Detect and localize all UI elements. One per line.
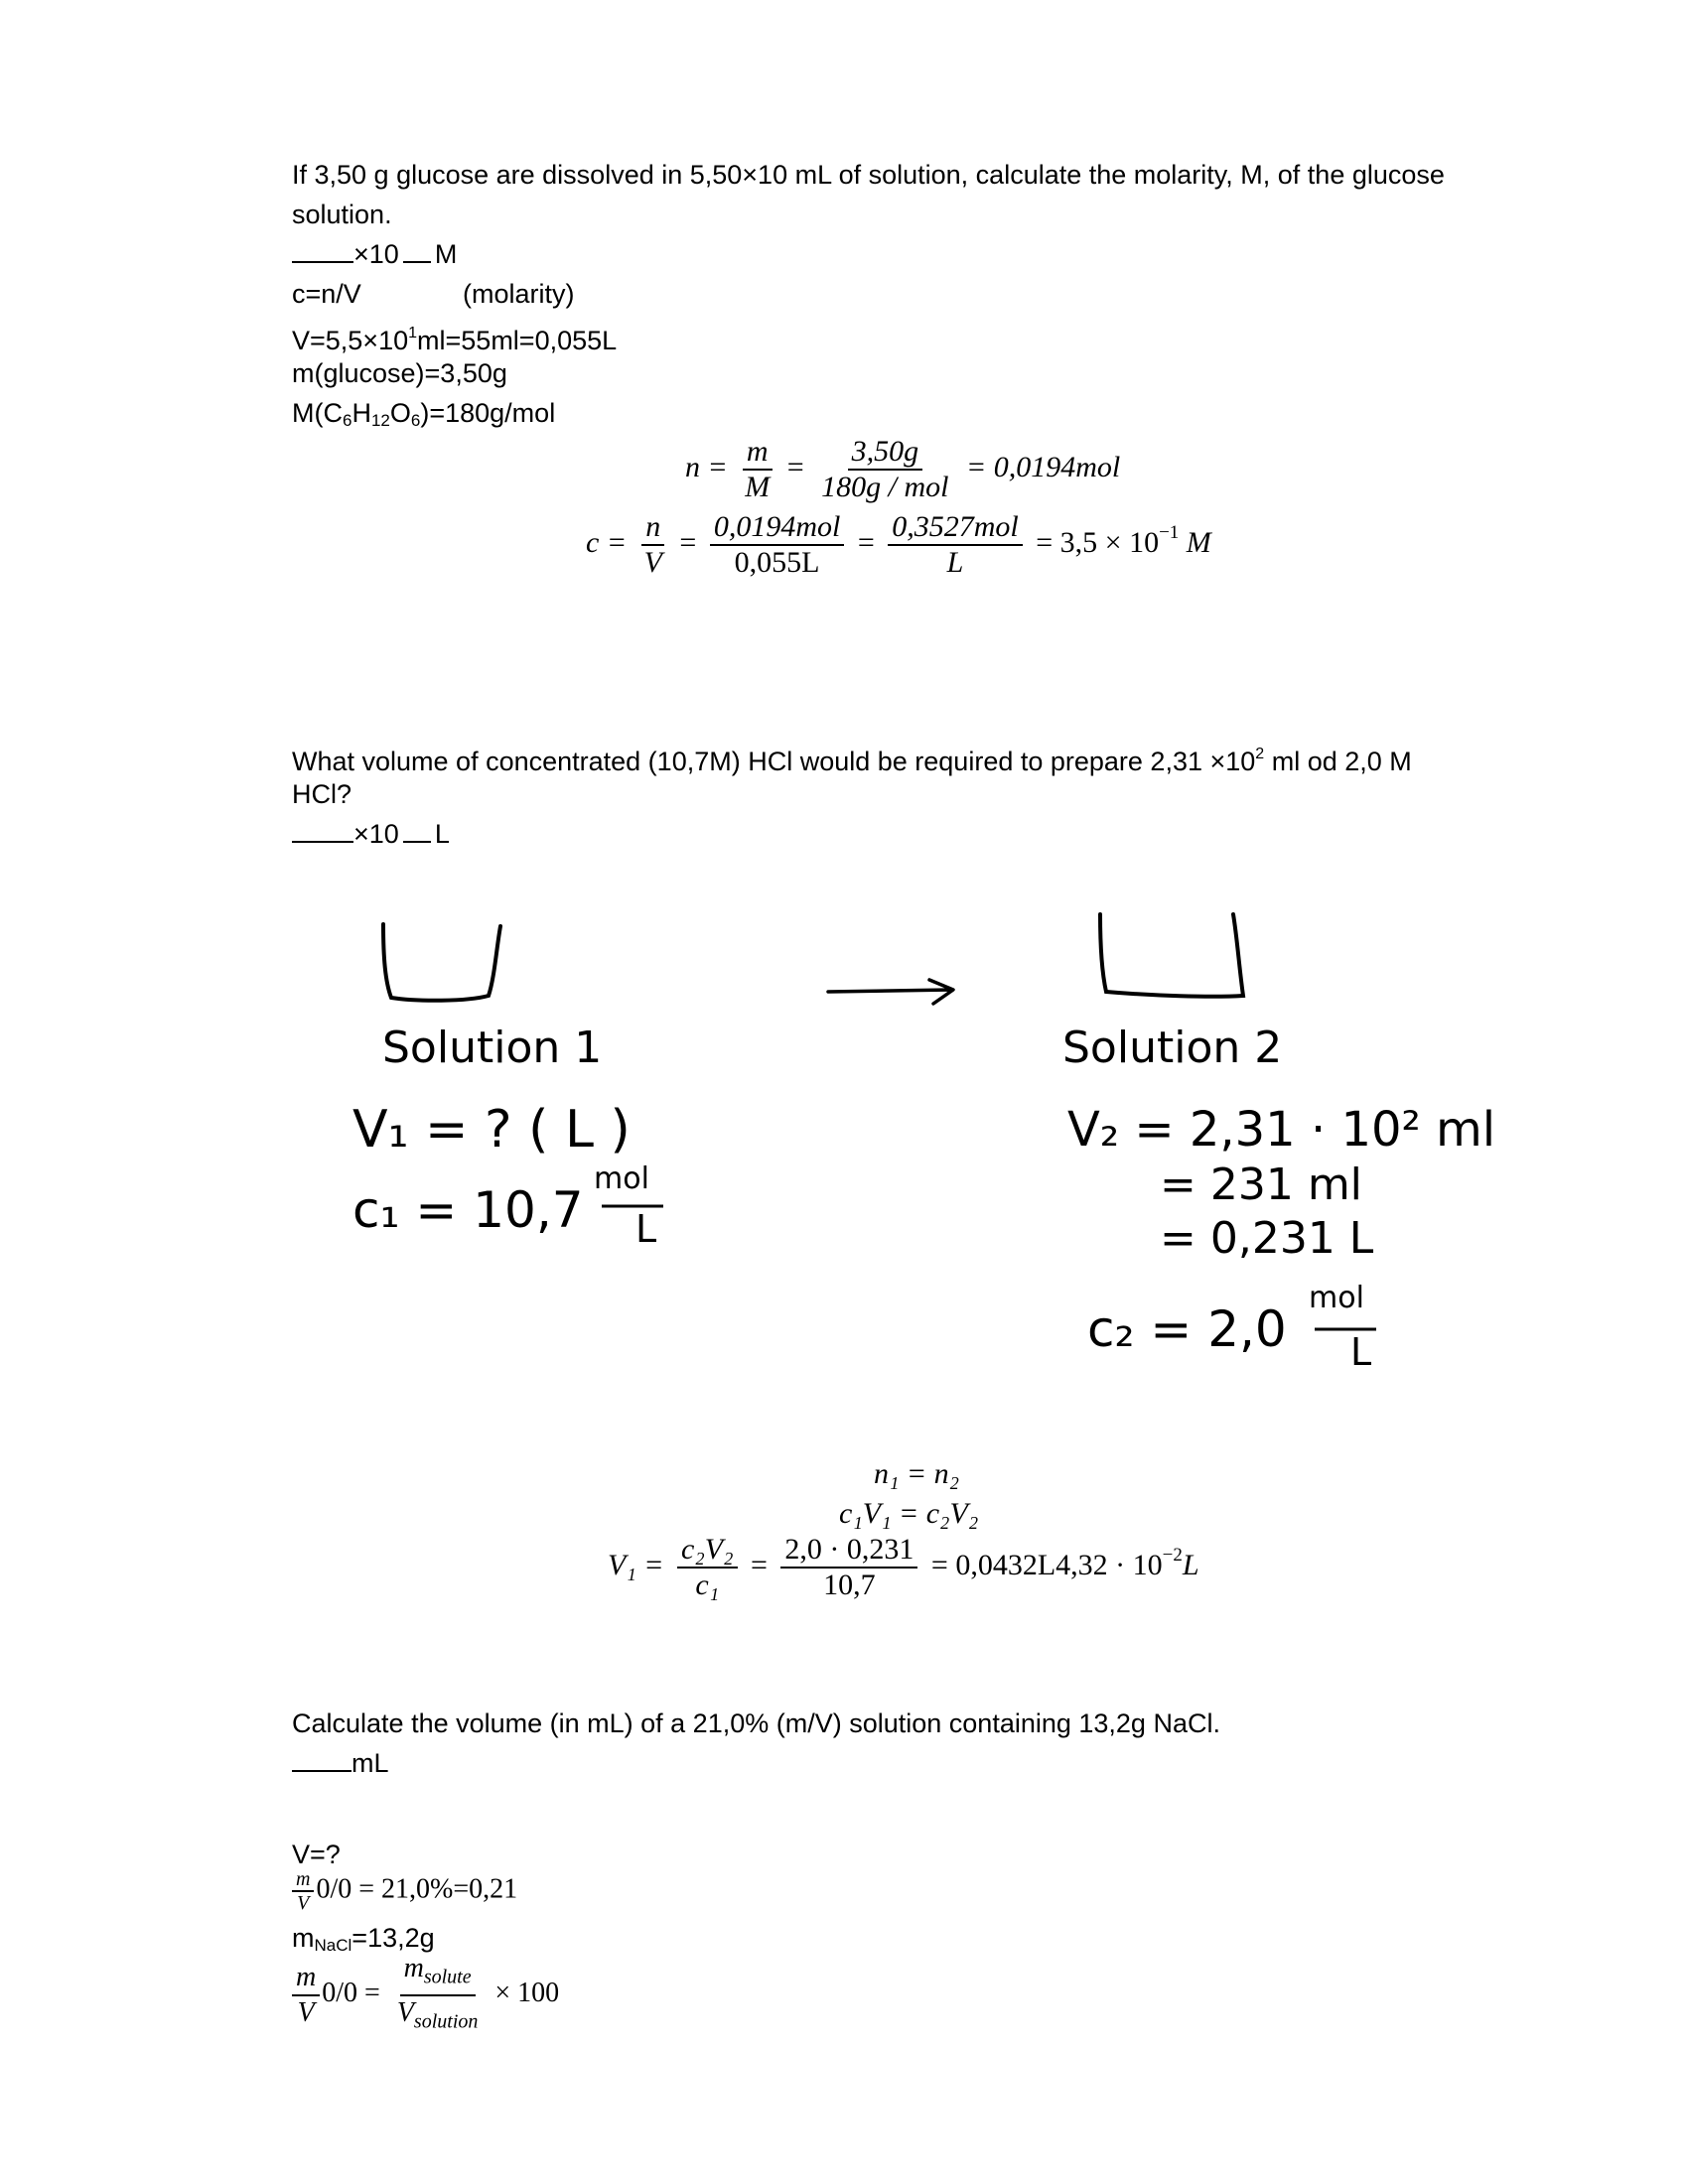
q1-answer-prefix: ×10 [353, 239, 399, 269]
handwritten-c1-unit-num: mol [594, 1161, 649, 1196]
q2-equation-n1n2: n₁ = n₂ [874, 1457, 960, 1490]
q3-answer-unit: mL [352, 1748, 389, 1778]
q3-work-v: V=? [292, 1840, 341, 1869]
q2-answer-unit: L [434, 819, 450, 849]
q1-answer-unit: M [434, 239, 458, 269]
q1-equation-n: n = $\frac{m}{M}$ = $\frac{3,50g}{\text{180g / mol}}$ = 0,0194mol [685, 435, 1121, 503]
answer-blank[interactable] [292, 817, 353, 843]
q3-work-percent: $\frac{m}{V}$ 0/0 = 21,0%=0,21 [290, 1868, 517, 1914]
handwritten-c1: c₁ = 10,7 [352, 1181, 584, 1239]
q2-question-line2: HCl? [292, 779, 352, 809]
handwritten-c2-unit-num: mol [1309, 1281, 1364, 1315]
fraction-bar [1313, 1326, 1382, 1332]
handwritten-v2: V₂ = 2,31 · 10² ml [1067, 1102, 1496, 1158]
beaker-left-icon [377, 918, 506, 1008]
q2-question-line1: What volume of concentrated (10,7M) HCl would be required to prepare $2,31 \times 10^2$ ml od 2,0 M [292, 746, 1412, 776]
handwritten-solution1-label: Solution 1 [382, 1023, 603, 1073]
handwritten-v1: V₁ = ? ( L ) [352, 1100, 631, 1160]
q3-question: Calculate the volume (in mL) of a 21,0% (m/V) solution containing 13,2g NaCl. [292, 1708, 1220, 1738]
q3-work-formula: $\frac{m}{V}$ 0/0 = $\frac{m_{solute}}{V_{solution}}$ × 100 [290, 1952, 559, 2038]
q1-question-line1: If 3,50 g glucose are dissolved in 5,50×10 mL of solution, calculate the molarity, M, of the glucose [292, 160, 1445, 190]
handwritten-c2-unit-den: L [1350, 1330, 1372, 1374]
q1-work-l4: $M(C_6H_{12}O_6)=180g$/mol [292, 398, 556, 430]
handwritten-c2: c₂ = 2,0 [1087, 1300, 1287, 1358]
q2-equation-v1: V₁ = $\frac{\text{c₂V₂}}{\text{c₁}}$ = $\frac{2,0 \cdot 0,231}{10,7}$ = $0,0432L4,32 \cdot 10^{-2}L$ [608, 1533, 1199, 1601]
q1-equation-c: c = $\frac{n}{V}$ = $\frac{\text{0,0194mol}}{0,055L}$ = $\frac{\text{0,3527mol}}{L}$ = $3,5 \times 10^{-1}$ M [586, 510, 1211, 579]
q1-work-l1b: (molarity) [463, 279, 575, 309]
q3-work-mnacl: $m_{NaCl}=13,2g$ [292, 1923, 435, 1955]
q1-work-l2: $V=5,5\times 10^1ml=55ml=0,055L$ [292, 325, 618, 355]
q2-answer-prefix: ×10 [353, 819, 399, 849]
q1-work-l1a: c=n/V [292, 279, 361, 309]
handwritten-solution2-label: Solution 2 [1062, 1023, 1283, 1073]
answer-blank[interactable] [292, 237, 353, 263]
q1-question-line2: solution. [292, 200, 392, 229]
fraction-bar [600, 1203, 669, 1209]
q1-work-l3: m(glucose)=3,50g [292, 358, 507, 388]
exponent-blank[interactable] [403, 247, 431, 263]
arrow-right-icon [824, 978, 963, 1008]
handwritten-c1-unit-den: L [635, 1207, 657, 1251]
exponent-blank[interactable] [403, 827, 431, 843]
answer-blank[interactable] [292, 1746, 352, 1772]
beaker-right-icon [1092, 908, 1251, 1008]
handwritten-v2-l: = 0,231 L [1160, 1213, 1374, 1264]
q3-answer-line [292, 1743, 389, 1783]
q1-answer-line [292, 234, 457, 274]
q2-answer-line [292, 814, 450, 854]
handwritten-v2-ml: = 231 ml [1160, 1160, 1362, 1210]
q2-equation-c1v1: c₁V₁ = c₂V₂ [839, 1497, 979, 1530]
